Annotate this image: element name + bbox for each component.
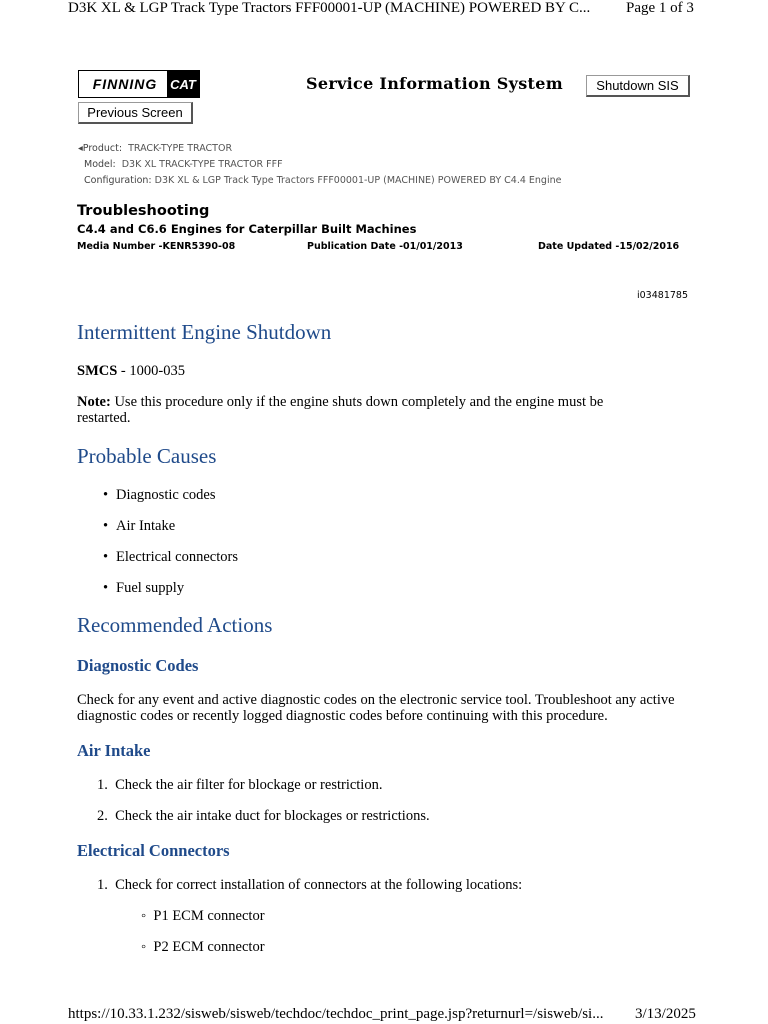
air-step-2: 2. Check the air intake duct for blockages or restrictions. — [97, 808, 430, 824]
previous-screen-button[interactable]: Previous Screen — [78, 102, 193, 124]
smcs-line — [77, 363, 185, 379]
elec-subitem-2: ◦ P2 ECM connector — [141, 939, 265, 955]
elec-step-1: 1. Check for correct installation of connectors at the following locations: — [97, 877, 523, 893]
smcs-label: SMCS — [77, 363, 118, 379]
step-text: Check the air intake duct for blockages or restrictions. — [115, 808, 430, 824]
date-updated: Date Updated -15/02/2016 — [538, 241, 680, 252]
note-text: Use this procedure only if the engine shuts down completely and the engine must be restarted. — [77, 394, 604, 426]
air-intake-heading: Air Intake — [77, 741, 151, 760]
list-item: • Air Intake — [103, 518, 238, 549]
configuration-label: Configuration: — [84, 175, 152, 186]
print-footer-date: 3/13/2025 — [635, 1006, 696, 1022]
model-label: Model: — [84, 159, 116, 170]
product-value: TRACK-TYPE TRACTOR — [128, 143, 233, 154]
diagnostic-codes-heading: Diagnostic Codes — [77, 656, 199, 675]
print-footer-url: https://10.33.1.232/sisweb/sisweb/techdoc/techdoc_print_page.jsp?returnurl=/sisweb/si... — [68, 1006, 604, 1022]
product-label: Product: — [82, 143, 123, 154]
finning-cat-logo — [78, 70, 200, 98]
smcs-value: - 1000-035 — [120, 363, 185, 379]
print-header-title: D3K XL & LGP Track Type Tractors FFF00001-UP (MACHINE) POWERED BY C... — [68, 0, 591, 16]
step-text: Check for correct installation of connectors at the following locations: — [115, 877, 523, 893]
media-number: Media Number -KENR5390-08 — [77, 241, 236, 252]
document-id: i03481785 — [637, 290, 688, 301]
configuration-row — [84, 175, 561, 186]
document-subtitle: C4.4 and C6.6 Engines for Caterpillar Built Machines — [77, 222, 417, 236]
list-item: • Diagnostic codes — [103, 487, 238, 518]
product-row — [78, 143, 232, 154]
subitem-text: P1 ECM connector — [153, 908, 265, 924]
model-value: D3K XL TRACK-TYPE TRACTOR FFF — [121, 159, 283, 170]
list-item: • Electrical connectors — [103, 549, 238, 580]
subitem-text: P2 ECM connector — [153, 939, 265, 955]
air-step-1: 1. Check the air filter for blockage or restriction. — [97, 777, 383, 793]
finning-logo-text: FINNING — [92, 76, 158, 92]
list-item: • Fuel supply — [103, 580, 238, 611]
product-arrow-icon: ◂ — [78, 143, 83, 154]
probable-causes-heading: Probable Causes — [77, 444, 217, 468]
sis-title: Service Information System — [306, 74, 563, 93]
step-text: Check the air filter for blockage or restriction. — [115, 777, 383, 793]
publication-date: Publication Date -01/01/2013 — [307, 241, 463, 252]
model-row — [84, 159, 283, 170]
recommended-actions-heading: Recommended Actions — [77, 613, 273, 637]
configuration-value: D3K XL & LGP Track Type Tractors FFF00001-UP (MACHINE) POWERED BY C4.4 Engine — [154, 175, 562, 186]
note-paragraph — [77, 394, 657, 426]
probable-causes-list — [103, 487, 238, 611]
electrical-connectors-heading: Electrical Connectors — [77, 841, 230, 860]
page-title: Intermittent Engine Shutdown — [77, 320, 332, 344]
cat-logo-text: CAT — [167, 71, 199, 97]
diagnostic-codes-text: Check for any event and active diagnostic codes on the electronic service tool. Troubleshoot any active diagnostic codes or recently logged diagnostic codes before continuing with this procedure. — [77, 692, 675, 724]
elec-subitem-1: ◦ P1 ECM connector — [141, 908, 265, 924]
page-indicator: Page 1 of 3 — [626, 0, 694, 16]
shutdown-sis-button[interactable]: Shutdown SIS — [586, 75, 690, 97]
note-label: Note: — [77, 394, 111, 410]
section-title: Troubleshooting — [77, 203, 210, 219]
